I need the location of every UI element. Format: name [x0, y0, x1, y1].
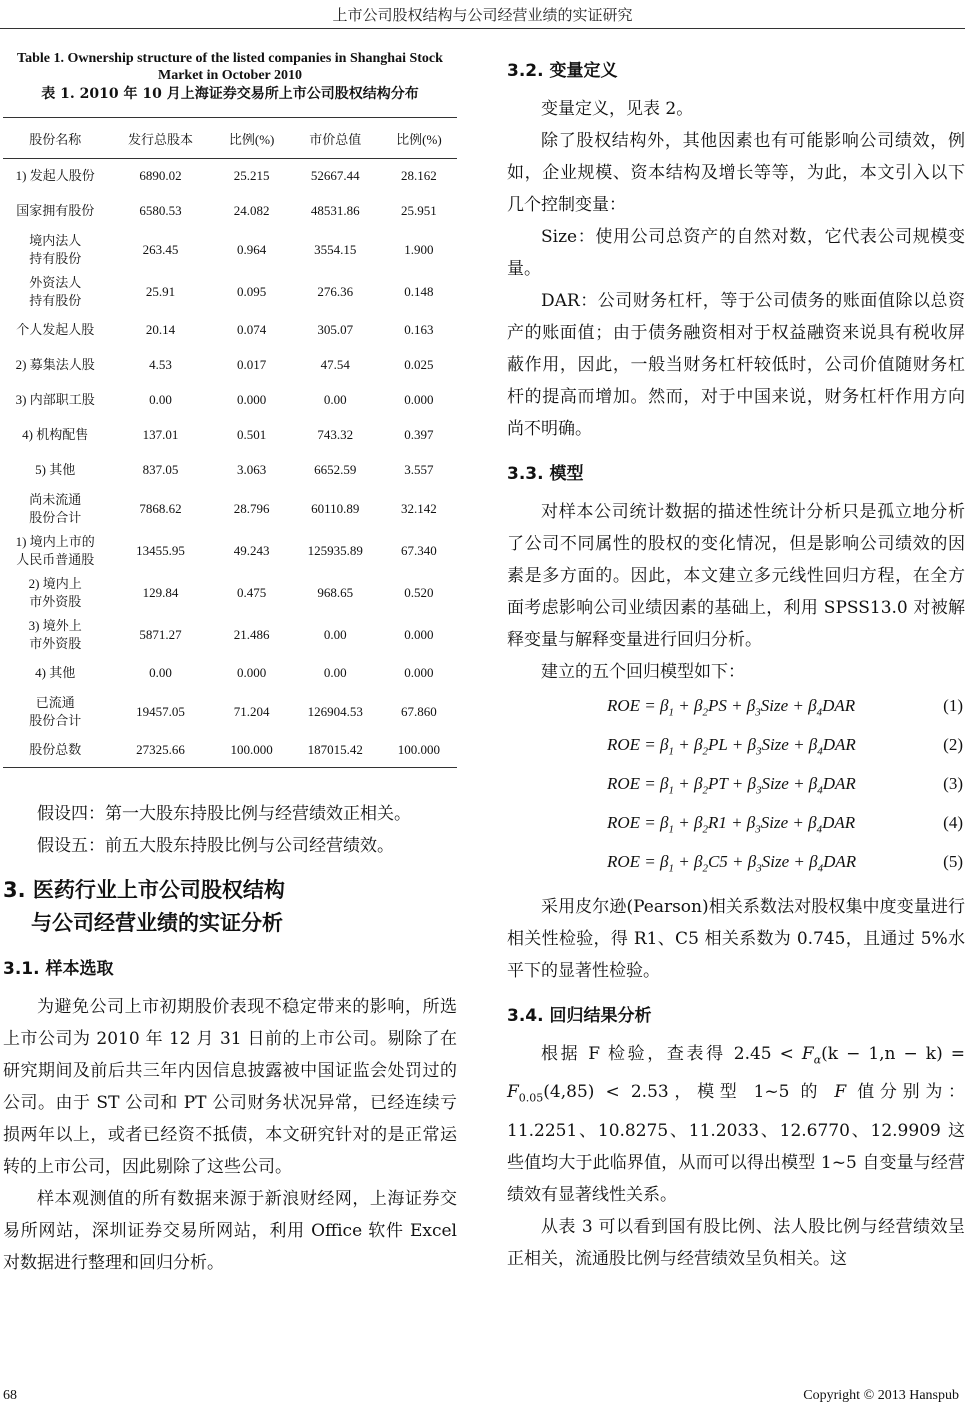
table-cell: 263.45 [142, 241, 179, 257]
table-row [3, 194, 457, 229]
table-cell: 187015.42 [290, 733, 381, 768]
table-cell: 0.017 [237, 357, 267, 372]
table-cell: 25.215 [233, 168, 270, 184]
paragraph-dar: DAR：公司财务杠杆，等于公司债务的账面值除以总资产的账面值；由于债务融资相对于权益融资来说具有税收屏蔽作用，因此，一般当财务杠杆较低时，公司价值随财务杠杆的提高而增加。然而，对于中国来说，财务杠杆作用方向尚不明确。 [507, 291, 965, 439]
table-header-cell: 市价总值 [290, 118, 381, 159]
section-3-1-heading: 3.1. 样本选取 [3, 959, 114, 979]
table-cell: 743.32 [317, 427, 354, 442]
table-row [3, 348, 457, 383]
equation [507, 688, 965, 727]
table-cell: 25.951 [401, 203, 437, 218]
paragraph-control-vars: 除了股权结构外，其他因素也有可能影响公司绩效，例如，企业规模、资本结构及增长等等，为此，本文引入以下几个控制变量： [507, 131, 965, 215]
table-cell: 100.000 [214, 733, 290, 768]
table-row-label: 个人发起人股 [16, 322, 95, 337]
table-row-label: 1) 发起人股份 [15, 168, 95, 184]
paragraph-variable-def: 变量定义，见表 2。 [541, 99, 694, 119]
paragraph-data-source: 样本观测值的所有数据来源于新浪财经网，上海证券交易所网站，深圳证券交易所网站，利用 Office 软件 Excel 对数据进行整理和回归分析。 [3, 1189, 457, 1273]
table-cell: 13455.95 [136, 542, 185, 558]
table-row [3, 271, 457, 313]
equation-formula: ROE = $\beta_1 + \beta_2PL$ + $\beta_3Size + \beta_4DAR$ [607, 735, 856, 758]
paragraph-size: Size：使用公司总资产的自然对数，它代表公司规模变量。 [507, 227, 965, 279]
table-row-label: 境内法人 持有股份 [29, 232, 82, 266]
table-cell: 5871.27 [139, 626, 182, 642]
equation-number: (2) [943, 735, 963, 754]
table-row [3, 488, 457, 530]
paragraph-model: 对样本公司统计数据的描述性统计分析只是孤立地分析了公司不同属性的股权的变化情况，但是影响公司绩效的因素是多方面的。因此，本文建立多元线性回归方程，在全方面考虑影响公司业绩因素的基础上，利用 SPSS13.0 对被解释变量与解释变量进行回归分析。 [507, 502, 965, 650]
table-row-label: 国家拥有股份 [16, 203, 95, 218]
table-cell: 24.082 [233, 203, 270, 218]
page-number: 68 [3, 1388, 17, 1403]
paragraph-f-test [507, 1038, 965, 1211]
table-cell: 71.204 [233, 703, 270, 719]
f-symbol-2: F [507, 1082, 519, 1103]
table-cell: 3.063 [237, 462, 267, 477]
equation-variable: PL [707, 735, 728, 754]
equation-formula: ROE = $\beta_1 + \beta_2PT$ + $\beta_3Size + \beta_4DAR$ [607, 774, 856, 797]
equation-number: (1) [943, 696, 963, 715]
right-column [507, 56, 965, 1275]
table-cell: 1.900 [404, 241, 434, 257]
table-cell: 0.520 [404, 584, 434, 600]
table-row-label: 股份总数 [3, 733, 107, 768]
table-cell: 968.65 [317, 584, 354, 600]
table-row [3, 530, 457, 572]
equation [507, 805, 965, 844]
table-cell: 126904.53 [307, 703, 363, 719]
equation-formula: ROE = $\beta_1 + \beta_2C5$ + $\beta_3Size + \beta_4DAR$ [607, 852, 857, 875]
table-cell: 0.00 [323, 626, 347, 642]
table-row-label: 外资法人 持有股份 [29, 274, 82, 308]
table-cell: 0.000 [237, 392, 267, 407]
table-cell: 19457.05 [136, 703, 185, 719]
section-3-heading-line2: 与公司经营业绩的实证分析 [31, 911, 283, 935]
table-cell: 28.796 [233, 500, 270, 516]
table-row-label: 3) 境外上 市外资股 [28, 617, 82, 651]
running-header: 上市公司股权结构与公司经营业绩的实证研究 [332, 6, 633, 24]
equation-variable: PS [707, 696, 727, 715]
table-row-label: 2) 境内上 市外资股 [28, 575, 82, 609]
table-row-label: 5) 其他 [35, 462, 76, 477]
copyright: Copyright © 2013 Hanspub [803, 1388, 959, 1403]
table-cell: 0.163 [404, 322, 434, 337]
table-cell: 27325.66 [107, 733, 213, 768]
table-header-cell: 股份名称 [3, 118, 107, 159]
table-row [3, 614, 457, 656]
table-row [3, 572, 457, 614]
table-row-label: 1) 境内上市的 人民币普通股 [15, 533, 95, 567]
ownership-table [3, 117, 457, 768]
f-symbol: F [801, 1044, 814, 1064]
paragraph-table3: 从表 3 可以看到国有股比例、法人股比例与经营绩效呈正相关，流通股比例与经营绩效呈负相关。这 [507, 1216, 965, 1269]
equation-number: (4) [943, 813, 963, 832]
section-3-2-heading: 3.2. 变量定义 [507, 61, 618, 81]
table-row [3, 229, 457, 271]
equation-number: (3) [943, 774, 963, 793]
table-cell: 0.025 [404, 357, 434, 372]
table-row-label: 2) 募集法人股 [15, 357, 95, 372]
f-symbol-3: F [834, 1082, 847, 1103]
table-cell: 49.243 [233, 542, 270, 558]
table-cell: 0.00 [149, 392, 172, 407]
table-cell: 3554.15 [314, 241, 357, 257]
table-row-label: 3) 内部职工股 [15, 392, 95, 407]
table-cell: 25.91 [145, 283, 176, 299]
table-cell: 0.397 [404, 427, 434, 442]
equation-number: (5) [943, 852, 963, 871]
table-cell: 28.162 [401, 168, 437, 184]
section-3-3-heading: 3.3. 模型 [507, 464, 584, 484]
table-cell: 67.860 [401, 703, 437, 719]
table-caption-cn: 表 1. 2010 年 10 月上海证券交易所上市公司股权结构分布 [41, 86, 419, 102]
table-row [3, 656, 457, 691]
equation-formula: ROE = $\beta_1 + \beta_2R1$ + $\beta_3Size + \beta_4DAR$ [607, 813, 856, 836]
table-header-cell: 发行总股本 [107, 118, 213, 159]
equation [507, 844, 965, 883]
left-column [3, 50, 457, 1279]
table-row [3, 691, 457, 733]
f-test-text-3: (4,85) < 2.53，模型 1~5 的 [543, 1082, 835, 1103]
table-cell: 0.00 [149, 665, 172, 680]
table-cell: 0.000 [404, 626, 434, 642]
table-row-label: 4) 其他 [35, 665, 76, 680]
table-cell: 0.000 [237, 665, 267, 680]
equation-variable: PT [707, 774, 728, 793]
table-cell: 48531.86 [310, 203, 360, 218]
table-cell: 6580.53 [139, 203, 182, 218]
table-row [3, 418, 457, 453]
table-body [3, 159, 457, 768]
table-cell: 129.84 [142, 584, 179, 600]
hypothesis-4: 假设四：第一大股东持股比例与经营绩效正相关。 [37, 804, 411, 824]
table-cell: 0.000 [404, 392, 434, 407]
table-cell: 0.095 [237, 283, 267, 299]
equation-variable: C5 [707, 852, 728, 871]
table-cell: 137.01 [142, 427, 179, 442]
table-cell: 125935.89 [307, 542, 363, 558]
equation-list [507, 688, 965, 883]
table-cell: 20.14 [145, 322, 176, 337]
table-row [3, 159, 457, 194]
table-header-cell: 比例(%) [381, 118, 457, 159]
table-cell: 276.36 [317, 283, 354, 299]
table-cell: 0.000 [404, 665, 434, 680]
table-row-label: 已流通 股份合计 [29, 694, 82, 728]
table-row [3, 383, 457, 418]
table-cell: 52667.44 [310, 168, 360, 184]
paragraph-sample-selection: 为避免公司上市初期股价表现不稳定带来的影响，所选上市公司为 2010 年 12 月 31 日前的上市公司。剔除了在研究期间及前后共三年内因信息披露被中国证监会处罚过的公司。由于 ST 公司和 PT 公司财务状况异常，已经连续亏损两年以上，或者已经资不抵债，本文研究针对的是正常运转的上市公司，因此剔除了这些公司。 [3, 997, 457, 1177]
table-cell: 3.557 [404, 462, 434, 477]
equation [507, 766, 965, 805]
table-cell: 0.148 [404, 283, 434, 299]
table-cell: 21.486 [233, 626, 270, 642]
table-cell: 32.142 [401, 500, 437, 516]
paragraph-models-intro: 建立的五个回归模型如下： [541, 662, 745, 682]
table-cell: 6652.59 [314, 462, 357, 477]
paragraph-pearson: 采用皮尔逊(Pearson)相关系数法对股权集中度变量进行相关性检验，得 R1、C5 相关系数为 0.745，且通过 5%水平下的显著性检验。 [507, 897, 965, 981]
table-row [3, 453, 457, 488]
table-row [3, 313, 457, 348]
table-row-label: 尚未流通 股份合计 [29, 491, 82, 525]
table-cell: 47.54 [320, 357, 350, 372]
table-cell: 4.53 [149, 357, 172, 372]
section-3-heading-line1: 3. 医药行业上市公司股权结构 [3, 878, 285, 902]
section-3-4-heading: 3.4. 回归结果分析 [507, 1006, 652, 1026]
f-test-text-2: (k − 1,n − k) = [821, 1044, 965, 1064]
table-cell: 0.00 [323, 665, 347, 680]
header-rule [0, 28, 965, 29]
table-cell: 0.964 [237, 241, 267, 257]
significance-subscript: 0.05 [518, 1091, 544, 1105]
table-caption-en: Table 1. Ownership structure of the listed companies in Shanghai Stock Market in October 2010 [17, 51, 443, 83]
table-cell: 0.00 [323, 392, 347, 407]
equation [507, 727, 965, 766]
table-cell: 305.07 [317, 322, 354, 337]
table-cell: 67.340 [401, 542, 437, 558]
table-cell: 0.501 [237, 427, 267, 442]
equation-formula: ROE = $\beta_1 + \beta_2PS$ + $\beta_3Size + \beta_4DAR$ [607, 696, 856, 719]
table-row-label: 4) 机构配售 [22, 427, 89, 442]
table-row [3, 733, 457, 768]
table-cell: 0.475 [237, 584, 267, 600]
section-3-heading [3, 874, 457, 940]
table-header-row [3, 118, 457, 159]
alpha-subscript: α [813, 1053, 822, 1067]
f-test-text-1: 根据 F 检验，查表得 2.45 < [541, 1044, 802, 1064]
table-header-cell: 比例(%) [214, 118, 290, 159]
table-cell: 60110.89 [311, 500, 360, 516]
table-cell: 0.074 [237, 322, 267, 337]
table-cell: 837.05 [142, 462, 179, 477]
hypothesis-5: 假设五：前五大股东持股比例与公司经营绩效。 [37, 836, 394, 856]
table-cell: 7868.62 [139, 500, 182, 516]
table-cell: 100.000 [381, 733, 457, 768]
table-cell: 6890.02 [139, 168, 182, 184]
equation-variable: R1 [707, 813, 727, 832]
f-test-text-4: 值分别为：11.2251、10.8275、11.2033、12.6770、12.9909 这些值均大于此临界值，从而可以得出模型 1~5 自变量与经营绩效有显著线性关系。 [507, 1082, 965, 1205]
